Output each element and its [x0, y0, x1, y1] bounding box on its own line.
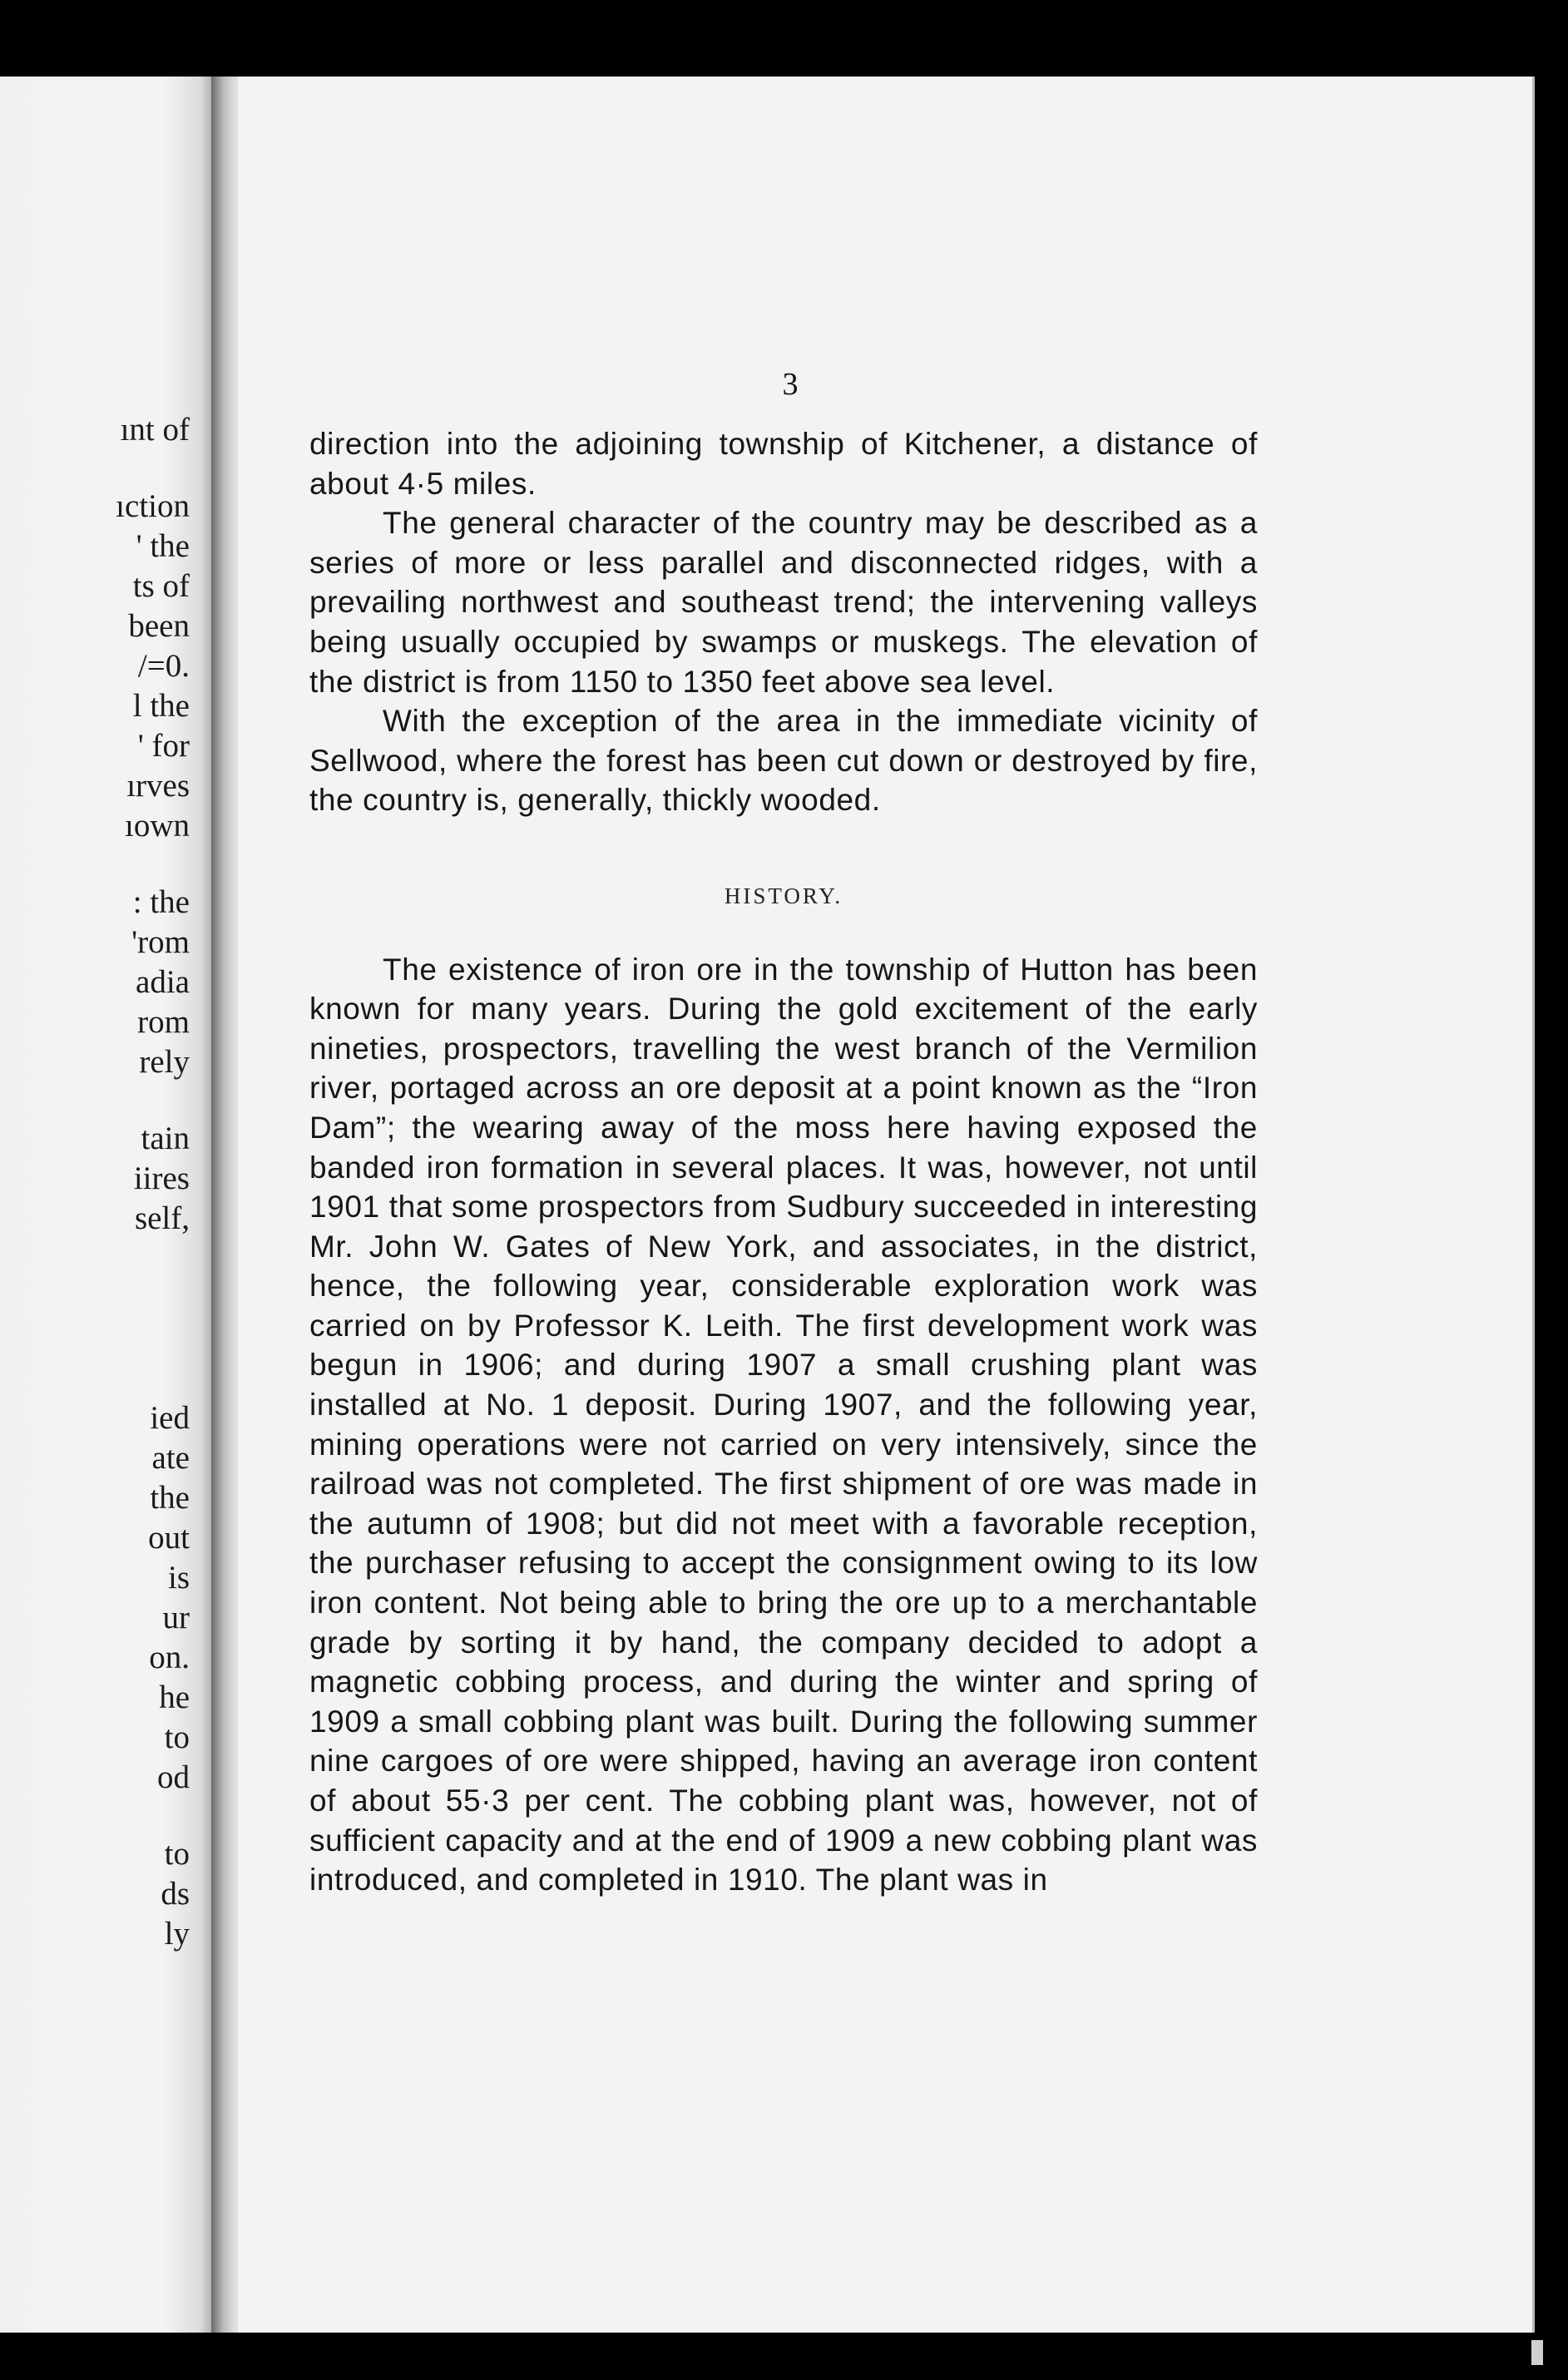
- facing-page-line: self,: [134, 1200, 190, 1236]
- facing-page-line: ly: [164, 1916, 190, 1952]
- paragraph: direction into the adjoining township of Kitchener, a distance of about 4·5 miles.: [309, 427, 1258, 501]
- paragraph: The existence of iron ore in the township of Hutton has been known for many years. During the gold excitement of the early nineties, prospectors, travelling the west branch of the Vermilion river, portaged across an ore deposit at a point known as the “Iron Dam”; the wearing away of the moss here having exposed the banded iron formation in several places. It was, however, not until 1901 that some prospectors from Sudbury succeeded in interesting Mr. John W. Gates of New York, and associates, in the district, hence, the following year, considerable exploration work was carried on by Professor K. Leith. The first development work was begun in 1906; and during 1907 a small crushing plant was installed at No. 1 deposit. During 1907, and the following year, mining operations were not carried on very intensively, since the railroad was not completed. The first shipment of ore was made in the autumn of 1908; but did not meet with a favorable reception, the purchaser refusing to accept the consignment owing to its low iron content. Not being able to bring the ore up to a merchantable grade by sorting it by hand, the company decided to adopt a magnetic cobbing process, and during the winter and spring of 1909 a small cobbing plant was built. During the following summer nine cargoes of ore were shipped, having an average iron content of about 55·3 per cent. The cobbing plant was, however, not of sufficient capacity and at the end of 1909 a new cobbing plant was introduced, and completed in 1910. The plant was in: [309, 952, 1258, 1898]
- page-body: [309, 424, 1258, 1900]
- facing-page-line: to: [164, 1836, 190, 1872]
- facing-page-line: he: [159, 1680, 190, 1715]
- facing-page-line: od: [157, 1759, 190, 1795]
- facing-page-line: iires: [133, 1160, 190, 1196]
- facing-page-line: ur: [162, 1600, 190, 1635]
- facing-page-line: out: [148, 1520, 190, 1556]
- facing-page-line: ate: [151, 1440, 190, 1476]
- paragraph: With the exception of the area in the immediate vicinity of Sellwood, where the forest has been cut down or destroyed by fire, the country is, generally, thickly wooded.: [309, 704, 1258, 818]
- facing-page-line: to: [164, 1719, 190, 1755]
- facing-page-line: tain: [141, 1121, 190, 1156]
- section-heading: HISTORY.: [724, 883, 843, 908]
- page-number: 3: [782, 367, 799, 402]
- facing-page-line: ' the: [136, 528, 190, 564]
- facing-page-line: rely: [139, 1044, 190, 1080]
- facing-page-line: on.: [149, 1640, 190, 1675]
- facing-page-line: ts of: [132, 568, 190, 604]
- facing-page-line: : the: [132, 884, 190, 920]
- facing-page-line: rom: [137, 1004, 190, 1040]
- facing-page-line: 'rom: [131, 924, 190, 960]
- facing-page-line: been: [128, 608, 190, 644]
- facing-page-line: ınt of: [120, 412, 190, 448]
- scan-artifact: [1531, 2340, 1543, 2365]
- facing-page-line: /=0.: [137, 648, 190, 684]
- facing-page-line: ıown: [125, 808, 190, 844]
- facing-page: [0, 77, 218, 2333]
- facing-page-line: ied: [150, 1400, 190, 1436]
- facing-page-line: the: [150, 1480, 190, 1516]
- facing-page-line: l the: [132, 688, 190, 724]
- facing-page-line: adia: [136, 964, 190, 1000]
- facing-page-line: ' for: [137, 728, 190, 764]
- facing-page-line: ırves: [126, 768, 190, 804]
- paragraph: The general character of the country may be described as a series of more or less parallel and disconnected ridges, with a prevailing northwest and southeast trend; the intervening valleys being usually occupied by swamps or muskegs. The elevation of the district is from 1150 to 1350 feet above sea level.: [309, 506, 1258, 699]
- facing-page-line: is: [167, 1560, 190, 1596]
- facing-page-line: ıction: [116, 488, 190, 524]
- facing-page-line: ds: [161, 1876, 190, 1912]
